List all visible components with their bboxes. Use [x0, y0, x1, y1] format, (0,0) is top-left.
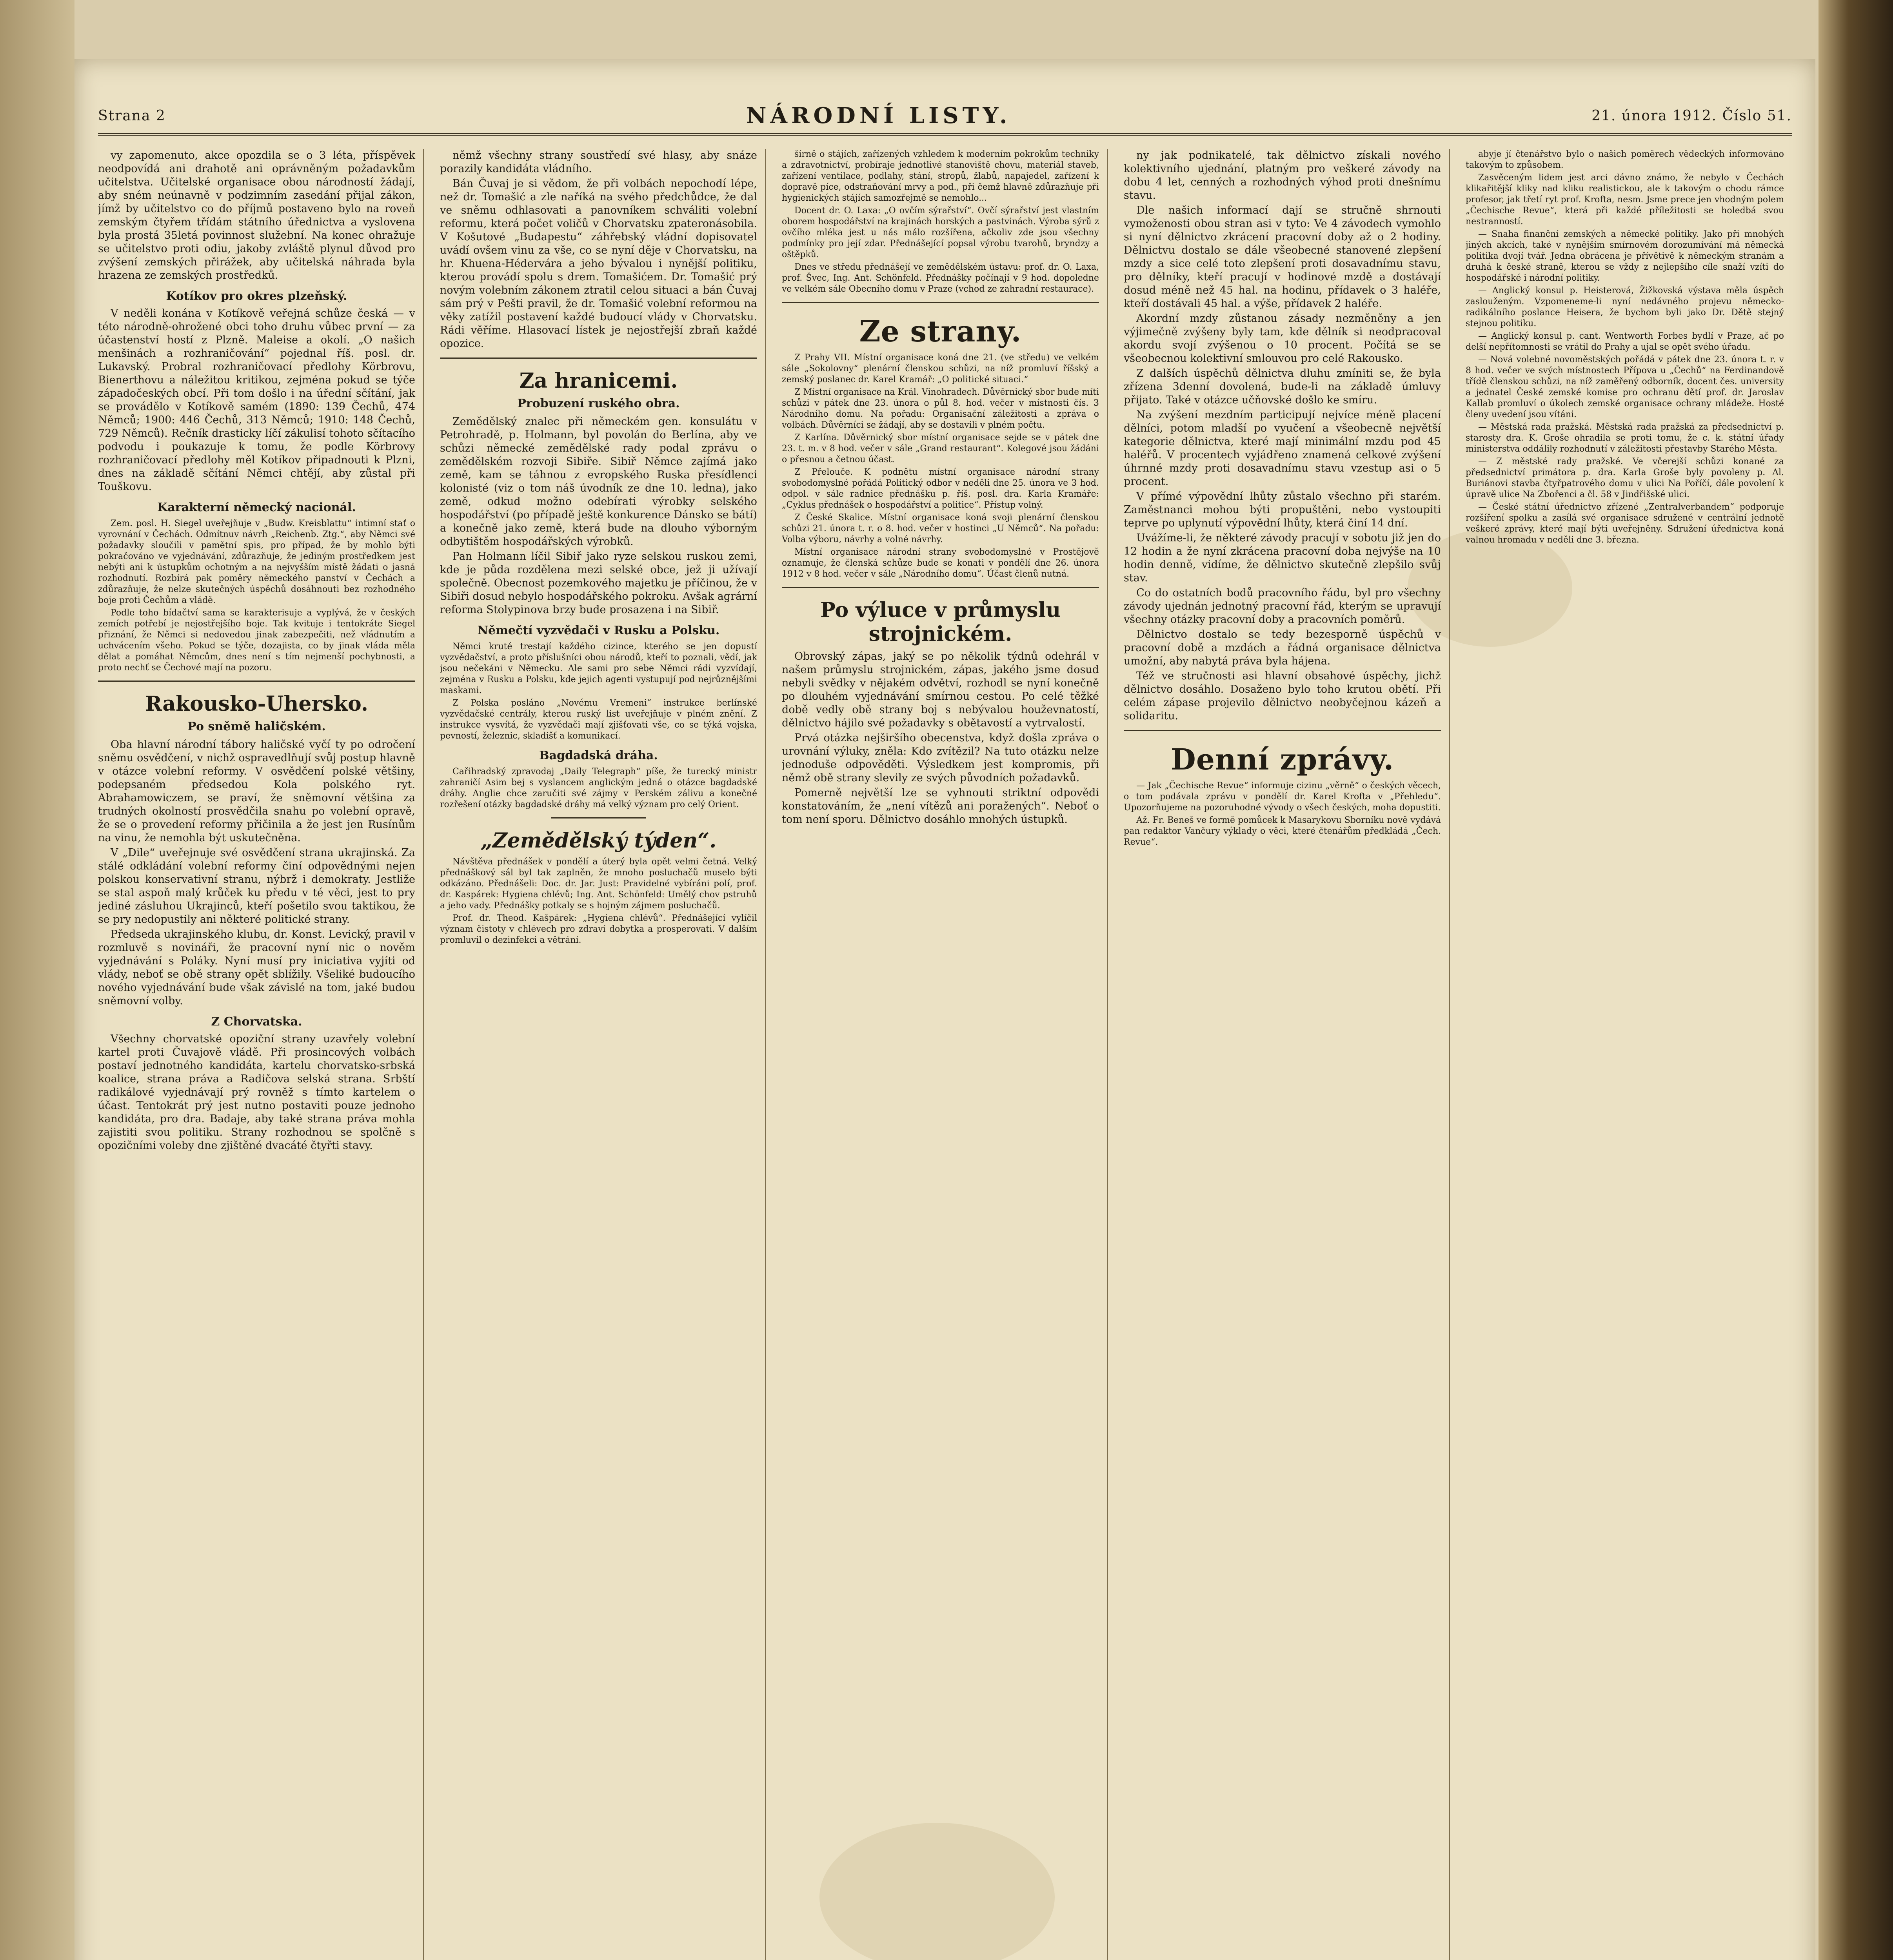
article-paragraph: — Nová volebné novoměstských pořádá v pátek dne 23. února t. r. v 8 hod. večer ve svých místnostech Přípova u „Čechů“ na Ferdinandově třídě členskou schůzi, na níž zaměřený odborník, docent čes. university a jednatel České zemské komise pro ochranu dětí prof. dr. Jaroslav Kallab promluví o úkolech zemské organisace ochrany mládeže. Hosté členy uvedení jsou vítáni.	[1466, 355, 1784, 419]
article-paragraph: šírně o stájích, zařízených vzhledem k moderním pokrokům techniky a zdravotnictví, probíraje jednotlivé stanoviště chovu, materiál staveb, zařízení ventilace, podlahy, stání, stropů, žlabů, napajedel, zařízení k dopravě píce, odstraňování mrvy a pod., při čemž hlavně zdůrazňuje při hygienických stájích samozřejmě se nemohlo...	[782, 149, 1099, 203]
article-paragraph: Z České Skalice. Místní organisace koná svoji plenární členskou schůzi 21. února t. r. o 8. hod. večer v hostinci „U Němců“. Na pořadu: Volba výboru, návrhy a volné návrhy.	[782, 513, 1099, 544]
article-paragraph: Až. Fr. Beneš ve formě pomůcek k Masarykovu Sborníku nově vydává pan redaktor Vančury výklady o věci, které čtenářům předkládá „Čech. Revue“.	[1124, 815, 1441, 847]
column-5	[1466, 149, 1792, 1960]
article-paragraph: Akordní mzdy zůstanou zásady nezměněny a jen výjimečně zvýšeny byly tam, kde dělník si neodpracoval akordu svojí zvýšenou o 10 procent. Počítá se se všeobecnou kolektivní smlouvou pro celé Rakousko.	[1124, 312, 1441, 365]
article-heading: Němečtí vyzvědači v Rusku a Polsku.	[477, 624, 720, 637]
section-heading: Za hranicemi.	[519, 369, 678, 393]
article-paragraph: Též ve stručnosti asi hlavní obsahové úspěchy, jichž dělnictvo dosáhlo. Dosaženo bylo toho krutou obětí. Při celém zápase projevilo dělnictvo neobyčejnou kázeň a solidaritu.	[1124, 670, 1441, 722]
article-paragraph: Zemědělský znalec při německém gen. konsulátu v Petrohradě, p. Holmann, byl povolán do Berlína, aby ve schůzi německé zemědělské rady podal zprávu o zemědělském rozvoji Sibiře. Sibiř Němce zajímá jako země, kam se táhnou z evropského Ruska přesídlenci kolonisté (viz o tom náš úvodník ze dne 10. ledna), jako země, odkud možno odebírati výrobky selského hospodářství (po případě ještě konkurence Dánsko se bátí) a konečně jako země, která bude na dlouho výborným odbytištěm hospodářských výrobků.	[440, 416, 757, 548]
article-paragraph: Oba hlavní národní tábory haličské vyčí ty po odročení sněmu osvědčení, v nichž ospravedlňují svůj postup hlavně v otázce volební reformy. V osvědčení polské většiny, podepsaném předsedou Kola polského ryt. Abrahamowiczem, se praví, že sněmovní většina za trudných okolností prosvědčila snahu po volební opravě, že se o provedení reformy přičinila a že jest jen Rusínům na vinu, že nemohla být uskutečněna.	[98, 739, 415, 844]
article-paragraph: Podle toho bídačtví sama se karakterisuje a vyplývá, že v českých zemích potřebí je nejostřejšího boje. Tak kvituje i tentokráte Siegel přiznání, že Němci si nedovedou jinak zabezpečiti, než vládnutím a uchvácením všeho. Pokud se týče, dozajista, co by jinak vláda měla dělat a pomáhat Němcům, dnes není s tím nejmenší pochybnosti, a proto nechť se Čechové mají na pozoru.	[98, 608, 415, 673]
section-divider	[98, 681, 415, 682]
section-heading: „Zemědělský týden“.	[480, 829, 717, 853]
article-paragraph: ny jak podnikatelé, tak dělnictvo získali nového kolektivního ujednání, platným pro veškeré závody na dobu 4 let, cenných a rozhodných výhod proti dnešnímu stavu.	[1124, 149, 1441, 201]
article-paragraph: — České státní úřednictvo zřízené „Zentralverbandem“ podporuje rozšíření spolku a zasílá své organisace sdružené v centrální jednotě veškeré zprávy, které mají býti uveřejněny. Sdružení úřednictva koná valnou hromadu v neděli dne 3. března.	[1466, 502, 1784, 545]
article-paragraph: Na zvýšení mezdním participují nejvíce méně placení dělníci, potom mladší po vyučení a všeobecně největší kategorie dělnictva, které mají minimální mzdu pod 45 haléřů. V procentech vyjádřeno znamená celkové zvýšení úhrnné mzdy proti dosavadnímu stavu vzestup asi o 5 procent.	[1124, 409, 1441, 488]
masthead	[98, 98, 1792, 136]
article-paragraph: Cařihradský zpravodaj „Daily Telegraph“ píše, že turecký ministr zahraničí Asim bej s vyslancem anglickým jedná o otázce bagdadské dráhy. Anglie chce zaručiti své zájmy v Perském zálivu a konečné rozřešení otázky bagdadské dráhy má velký význam pro celý Orient.	[440, 767, 757, 809]
article-paragraph: Všechny chorvatské opoziční strany uzavřely volební kartel proti Čuvajově vládě. Při prosincových volbách postaví jednotného kandidáta, kartelu chorvatsko-srbská koalice, strana práva a Radičova selská strana. Srbští radikálové vyjednávají prý rovněž s tímto kartelem o účast. Tentokrát prý jest nutno postaviti pouze jednoho kandidáta, pro dra. Badaje, aby také strana práva mohla zajistiti svou politiku. Strany rozhodnou se spolčně s opozičními voleby dne zjištěné dvacáté čtyřti stavy.	[98, 1033, 415, 1152]
article-paragraph: Z Polska posláno „Novému Vremeni“ instrukce berlínské vyzvědačské centrály, kterou ruský list uveřejňuje v plném znění. Z instrukce vysvítá, že vyzvědači mají zjišťovati vše, co se týká vojska, pevností, železnic, skladišť a komunikací.	[440, 698, 757, 741]
article-heading: Karakterní německý nacionál.	[157, 501, 356, 514]
article-heading: Bagdadská dráha.	[539, 749, 658, 762]
column-2	[440, 149, 766, 1960]
article-paragraph: V přímé výpovědní lhůty zůstalo všechno při starém. Zaměstnanci mohou býti propuštěni, nebo vystoupiti teprve po uplynutí výpovědní lhůty, která činí 14 dní.	[1124, 490, 1441, 529]
article-heading: Z Chorvatska.	[211, 1015, 302, 1029]
article-paragraph: Prvá otázka nejširšího obecenstva, když došla zpráva o urovnání výluky, zněla: Kdo zvítězil? Na tuto otázku nelze jednoduše odpověděti. Výsledkem jest kompromis, při němž obě strany slevily ze svých původních požadavků.	[782, 732, 1099, 784]
article-paragraph: Zem. posl. H. Siegel uveřejňuje v „Budw. Kreisblattu“ intimní stať o vyrovnání v Čechách. Odmítnuv návrh „Reichenb. Ztg.“, aby Němci své požadavky sloučili v pamětní spis, pro případ, že by mohlo býti pokračováno ve vyjednávání, zdůrazňuje, že jediným prostředkem jest nebýti ani k ústupkům ochotným a na nejvyšším místě žádati o jasná rozhodnutí. Rozbírá pak poměry německého panství v Čechách a zdůrazňuje, že nelze skutečných úspěchů dosáhnouti bez rozhodného boje proti Čechům a vládě.	[98, 519, 415, 605]
article-paragraph: V neděli konána v Kotíkově veřejná schůze česká — v této národně-ohrožené obci toho druhu vůbec první — za účastenství hostí z Plzně. Maleise a okolí. „O našich menšinách a rozhraničování“ pojednal říš. posl. dr. Lukavský. Probral rozhraničovací předlohy Körbrovu, Bienerthovu a náležitou kritikou, zejména pokud se týče západočeských obcí. Při tom došlo i na úřední sčítání, jak se provádělo v Kotíkově samém (1890: 139 Čechů, 474 Němců; 1900: 446 Čechů, 313 Němců; 1910: 148 Čechů, 729 Němců). Rečník drasticky líčí zákulisí tohoto sčítacího podvodu i poukazuje k tomu, že podle Körbrovy rozhraničovací předlohy měl Kotíkov připadnouti k Plzni, dnes na základě sčítání Němci chtějí, aby zůstal při Touškovu.	[98, 307, 415, 493]
article-paragraph: Dle našich informací dají se stručně shrnouti vymoženosti obou stran asi v tyto: Ve 4 závodech vymohlo si nyní dělnictvo zkrácení pracovní doby až o 2 hodiny. Dělnictvu dostalo se dále všeobecné stanovené zlepšení mzdy a sice celé toto zlepšení proti dosavadnímu stavu, pro dělníky, kteří pracují v hodinové mzdě a dostávají dosud méně než 45 hal. na hodinu, přídavek o 3 haléře, kteří dostávali 45 hal. a výše, přídavek 2 haléře.	[1124, 204, 1441, 310]
article-paragraph: — Anglický konsul p. Heisterová, Žižkovská výstava měla úspěch zaslouženým. Vzpomeneme-li nyní nedávného projevu německo-radikálního poslance Heisera, že bychom byli jako Dr. Dětě stejný stejnou politiku.	[1466, 286, 1784, 328]
scan-binding-edge	[1819, 0, 1893, 1960]
article-paragraph: Z Místní organisace na Král. Vinohradech. Důvěrnický sbor bude míti schůzi v pátek dne 23. února o půl 8. hod. večer v místnosti čís. 3 Národního domu. Na pořadu: Organisační záležitosti a zpráva o volbách. Důvěrníci se žádají, aby se dostavili v plném počtu.	[782, 387, 1099, 430]
article-paragraph: Pan Holmann líčil Sibiř jako ryze selskou ruskou zemi, kde je půda rozdělena mezi selské obce, jež ji užívají společně. Obecnost pozemkového majetku je příčinou, že v Sibiři dosud nebylo hospodářského pokroku. Avšak agrární reforma Stolypinova brzy bude prosazena i na Sibiř.	[440, 550, 757, 616]
newspaper-title: NÁRODNÍ LISTY.	[746, 103, 1011, 129]
scan-left-margin	[0, 0, 74, 1960]
article-paragraph: — Z městské rady pražské. Ve včerejší schůzi konané za předsednictví primátora p. dra. Karla Groše byly povoleny p. Al. Buriánovi stavba čtyřpatrového domu v ulici Na Poříčí, dále povolení k úpravě ulice Na Zbořenci a čl. 58 v Jindřišské ulici.	[1466, 457, 1784, 499]
article-paragraph: Dnes ve středu přednášejí ve zemědělském ústavu: prof. dr. O. Laxa, prof. Švec, Ing. Ant. Schönfeld. Přednášky počínají v 9 hod. dopoledne ve velkém sále Obecního domu v Praze (vchod ze zahradní restaurace).	[782, 262, 1099, 294]
column-4	[1124, 149, 1450, 1960]
article-heading: Kotíkov pro okres plzeňský.	[166, 289, 347, 303]
article-paragraph: Němci kruté trestají každého cizince, kterého se jen dopustí vyzvědačství, a proto příslušníci obou národů, kteří to poznali, vědí, jak jsou nečekáni v Německu. Ale sami pro sebe Němci rádi vyzvídají, zejména v Rusku a Polsku, kde jejich agenti vystupují pod nejrůznějšími maskami.	[440, 642, 757, 695]
article-paragraph: abyje jí čtenářstvo bylo o našich poměrech vědeckých informováno takovým to způsobem.	[1466, 149, 1784, 170]
article-paragraph: Předseda ukrajinského klubu, dr. Konst. Levický, pravil v rozmluvě s novináři, že pracovní nyní nic o nověm vyjednávání s Poláky. Nyní musí pry iniciativa vyjíti od vlády, neboť se obě strany opět sblížily. Všeliké budoucího nového vyjednávání bude však závislé na tom, jaké budou sněmovní volby.	[98, 928, 415, 1007]
article-paragraph: — Anglický konsul p. cant. Wentworth Forbes bydlí v Praze, ač po delší nepřítomnosti se vrátil do Prahy a ujal se opět svého úřadu.	[1466, 331, 1784, 352]
section-divider	[440, 358, 757, 359]
section-heading: Ze strany.	[859, 315, 1022, 348]
section-heading: Po výluce v průmyslu strojnickém.	[820, 598, 1061, 646]
section-divider	[551, 817, 646, 818]
section-heading: Rakousko-Uhersko.	[145, 692, 368, 716]
article-paragraph: Z Přelouče. K podnětu místní organisace národní strany svobodomyslné pořádá Politický odbor v neděli dne 25. února ve 3 hod. odpol. v sále radnice přednášku p. říš. posl. dra. Karla Kramáře: „Cyklus přednášek o hospodářství a politice“. Přístup volný.	[782, 467, 1099, 510]
page-label: Strana 2	[98, 107, 166, 124]
article-paragraph: Zasvěceným lidem jest arci dávno známo, že nebylo v Čechách klikařitější kliky nad kliku realistickou, ale k takovým o chodu rámce profesor, jak třetí ryt prof. Krofta, nesm. Jsme prece jen vhodným polem „Čechische Revue“, která při každé příležitosti se holedbá svou nestranností.	[1466, 173, 1784, 227]
article-paragraph: Místní organisace národní strany svobodomyslné v Prostějově oznamuje, že členská schůze bude se konati v pondělí dne 26. února 1912 v 8 hod. večer v sále „Národního domu“. Účast členů nutná.	[782, 547, 1099, 579]
article-paragraph: — Jak „Čechische Revue“ informuje cizinu „věrně“ o českých věcech, o tom podávala zprávu v pondělí dr. Karel Krofta v „Přehledu“. Upozorňujeme na pozoruhodné vývody o všech českých, moha dopustiti.	[1124, 781, 1441, 813]
article-paragraph: Docent dr. O. Laxa: „O ovčím sýrařství“. Ovčí sýrařství jest vlastním oborem hospodářství na krajinách horských a pastvinách. Výroba sýrů z ovčího mléka jest u nás málo rozšířena, ačkoliv zde jsou všechny podmínky pro její zdar. Přednášející popsal výrobu tvarohů, bryndzy a oštěpků.	[782, 206, 1099, 260]
section-heading: Denní zprávy.	[1170, 743, 1394, 777]
article-paragraph: Z dalších úspěchů dělnictva dluhu zmíniti se, že byla zřízena 3denní dovolená, bude-li na základě úmluvy přijato. Také v otázce učňovské došlo ke smíru.	[1124, 367, 1441, 406]
article-subheading: Po sněmě haličském.	[187, 720, 326, 733]
article-subheading: Probuzení ruského obra.	[517, 397, 680, 410]
newspaper-page	[74, 59, 1815, 1960]
columns	[98, 149, 1792, 1960]
article-paragraph: Bán Čuvaj je si vědom, že při volbách nepochodí lépe, než dr. Tomašić a zle naříká na svého předchůdce, že dal ve sněmu odhlasovati a panovníkem schváliti volební reformu, která počet voličů v Chorvatsku zpateronásobila. V Košutové „Budapestu“ záhřebský vládní dopisovatel uvádí ovšem vinu za vše, co se nyní děje v Chorvatsku, na hr. Khuena-Hédervára a jeho bývalou i nynější politiku, kterou provádí spolu s drem. Tomašićem. Dr. Tomašić prý novým volebním zákonem ztratil celou situaci a bán Čuvaj sám prý v Pešti pravil, že dr. Tomašić volební reformou na věky zatížil postavení každé budoucí vlády v Chorvatsku. Rádi věříme. Hlasovací lístek je nejostřejší zbraň každé opozice.	[440, 178, 757, 350]
column-1	[98, 149, 424, 1960]
section-divider	[1124, 730, 1441, 731]
article-paragraph: Návštěva přednášek v pondělí a úterý byla opět velmi četná. Velký přednáškový sál byl tak zaplněn, že mnoho posluchačů muselo býti odkázáno. Přednášeli: Doc. dr. Jar. Just: Pravidelné vybíráni polí, prof. dr. Kaspárek: Hygiena chlévů; Ing. Ant. Schönfeld: Umělý chov pstruhů a jeho vady. Přednášky potkaly se s hojným zájmem posluchačů.	[440, 857, 757, 911]
article-paragraph: — Městská rada pražská. Městská rada pražská za předsednictví p. starosty dra. K. Groše ohradila se proti tomu, že c. k. státní úřady ministerstva oddálily rozhodnutí v záležitosti přestavby Starého Města.	[1466, 422, 1784, 454]
article-paragraph: Z Karlína. Důvěrnický sbor místní organisace sejde se v pátek dne 23. t. m. v 8 hod. večer v sále „Grand restaurant“. Kolegové jsou žádáni o přesnou a četnou účast.	[782, 433, 1099, 465]
article-paragraph: Prof. dr. Theod. Kašpárek: „Hygiena chlévů“. Přednášející vylíčil význam čistoty v chlévech pro zdraví dobytka a prosperovati. V dalším promluvil o dezinfekci a větrání.	[440, 913, 757, 945]
article-paragraph: V „Dile“ uveřejnuje své osvědčení strana ukrajinská. Za stálé odkládání volební reformy činí odpovědnými nejen polskou konservativní stranu, nýbrž i demokraty. Jestliže se stal aspoň malý krůček ku předu v té věci, jest to pry jediné zásluhou Ukrajinců, kteří pošetilo svou taktikou, že se pry nedopustily ani některé politické strany.	[98, 847, 415, 926]
article-paragraph: němž všechny strany soustředí své hlasy, aby snáze porazily kandidáta vládního.	[440, 149, 757, 175]
column-3	[782, 149, 1108, 1960]
article-paragraph: Dělnictvo dostalo se tedy bezesporně úspěchů v pracovní době a mzdách a řádná organisace dělnictva umožní, aby nabytá práva byla hájena.	[1124, 628, 1441, 667]
article-paragraph: Z Prahy VII. Místní organisace koná dne 21. (ve středu) ve velkém sále „Sokolovny“ plenární členskou schůzi, na níž promluví říšský a zemský poslanec dr. Karel Kramář: „O politické situaci.“	[782, 353, 1099, 385]
article-paragraph: Co do ostatních bodů pracovního řádu, byl pro všechny závody ujednán jednotný pracovní řád, kterým se upravují všechny otázky pracovní doby a pracovních poměrů.	[1124, 587, 1441, 626]
date-issue: 21. února 1912. Číslo 51.	[1591, 107, 1792, 124]
article-paragraph: Pomerně největší lze se vyhnouti striktní odpovědi konstatováním, že „není vítězů ani poražených“. Neboť o tom není sporu. Dělnictvo dosáhlo mnohých ústupků.	[782, 787, 1099, 826]
article-paragraph: vy zapomenuto, akce opozdila se o 3 léta, příspěvek neodpovídá ani drahotě ani oprávněným požadavkům učitelstva. Učitelské organisace obou národností žádají, aby sném neúnavně v podzimním zasedání přijal zákon, jímž by učitelstvo co do příjmů postaveno bylo na roveň zemským čtyřem třídám státního úřednictva a vyslovena byla prostá 35letá povinnost služební. Na konec ohražuje se učitelstvo proti odiu, jakoby zvláště plynul důvod pro zvýšení zemských přirážek, aby učitelská náhrada byla hrazena ze zemských prostředků.	[98, 149, 415, 281]
article-paragraph: Obrovský zápas, jaký se po několik týdnů odehrál v našem průmyslu strojnickém, zápas, jakého jsme dosud nebyli svědky v nějakém odvětví, rozhodl se nyní konečně po dlouhém vyjednávání smírnou cestou. Po celé těžké době vedly obě strany boj s nebývalou houževnatostí, dělnictvo hájilo své požadavky s obětavostí a vytrvalostí.	[782, 650, 1099, 729]
section-divider	[782, 587, 1099, 588]
section-divider	[782, 302, 1099, 303]
article-paragraph: Uvážíme-li, že některé závody pracují v sobotu již jen do 12 hodin a že nyní zkrácena pracovní doba nejvýše na 10 hodin denně, vidíme, že dělnictvo skutečně zlepšilo svůj stav.	[1124, 532, 1441, 584]
article-paragraph: — Snaha finanční zemských a německé politiky. Jako při mnohých jiných akcích, také v nynějším smírnovém dorozumívání má německá politika dvojí tvář. Jedna obrácena je přívětivě k německým stranám a druhá k české straně, kterou se vždy z nejlepšího cíle snaží vzíti do hospodářské i národní politiky.	[1466, 229, 1784, 283]
